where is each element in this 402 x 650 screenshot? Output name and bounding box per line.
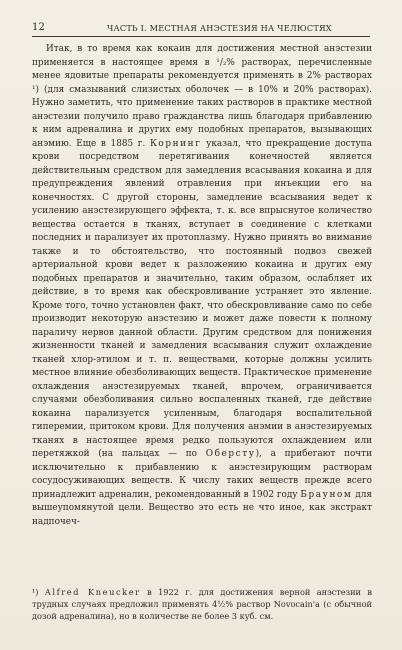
running-title: ЧАСТЬ I. МЕСТНАЯ АНЭСТЕЗИЯ НА ЧЕЛЮСТЯХ <box>107 23 332 33</box>
fraction-concentration: ¹/₂% <box>216 57 235 68</box>
paragraph: Итак, в то время как кокаин для достижения местной анэстезии применяется в настоящее время в ¹/₂% растворах, перечисленные менее ядовитые препараты рекомендуется применять в 2% растворах ¹) (для смазываний слизистых оболочек — в 10% и 20% растворах). Нужно заметить, что применение таких растворов в практике местной анэстезии получило право гражданства лишь благодаря прибавлению к ним адреналина и других ему подобных препаратов, вызывающих анэмию. Еще в 1885 г. Корнинг указал, что прекращение доступа крови посредством перетягивания конечностей является действительным средством для замедления всасывания кокаина и для предупреждения явлений отравления при инъекции его на конечностях. С другой стороны, замедление всасывания ведет к усилению анэстезирующего эффекта, т. к. все впрыснутое количество вещества остается в тканях, вступает в соединение с клетками последних и парализует их протоплазму. Нужно принять во внимание также и то обстоятельство, что постоянный подвоз свежей артериальной крови ведет к разложению кокаина и других ему подобных препаратов и значительно, таким образом, ослабляет их действие, в то время как обескровливание устраняет это явление. Кроме того, точно установлен факт, что обескровливание само по себе производит некоторую анэстезию и может даже повести к полному параличу нервов данной области. Другим средством для понижения жизненности тканей и замедления всасывания служит охлаждение тканей хлор-этилом и т. п. веществами, которые должны усилить местное влияние обезболивающих веществ. Практическое применение охлаждения анэстезируемых тканей, впрочем, ограничивается случаями обезболивания сильно воспаленных тканей, где действие кокаина парализуется усиленным, благодаря воспалительной гиперемии, притоком крови. Для получения анэмии в анэстезируемых тканях в настоящее время редко пользуются охлаждением или перетяжкой (на пальцах — по Оберсту), а прибегают почти исключительно к прибавлению к анэстезирующим растворам сосудосуживающих веществ. К числу таких веществ прежде всего принадлежит адреналин, рекомендованный в 1902 году Брауном для вышеупомянутой цели. Вещество это есть не что иное, как экстракт надпочеч- <box>32 44 373 527</box>
footnote: ¹) Alfred Kneucker в 1922 г. для достижения верной анэстезии в трудных случаях предложил применять 4½% раствор Novocain'a (с обычной дозой адреналина), но в количестве не более 3 куб. см. <box>32 587 372 621</box>
author-name: Оберсту <box>205 449 256 459</box>
author-name: Брауном <box>300 489 353 500</box>
footnote-author: Alfred Kneucker <box>44 587 141 597</box>
footnotes <box>32 586 372 622</box>
author-name: Корнинг <box>149 138 202 149</box>
page-header <box>32 22 370 37</box>
footnote-reference: ¹) <box>32 84 40 95</box>
main-text <box>32 43 372 529</box>
page-number: 12 <box>32 22 46 33</box>
